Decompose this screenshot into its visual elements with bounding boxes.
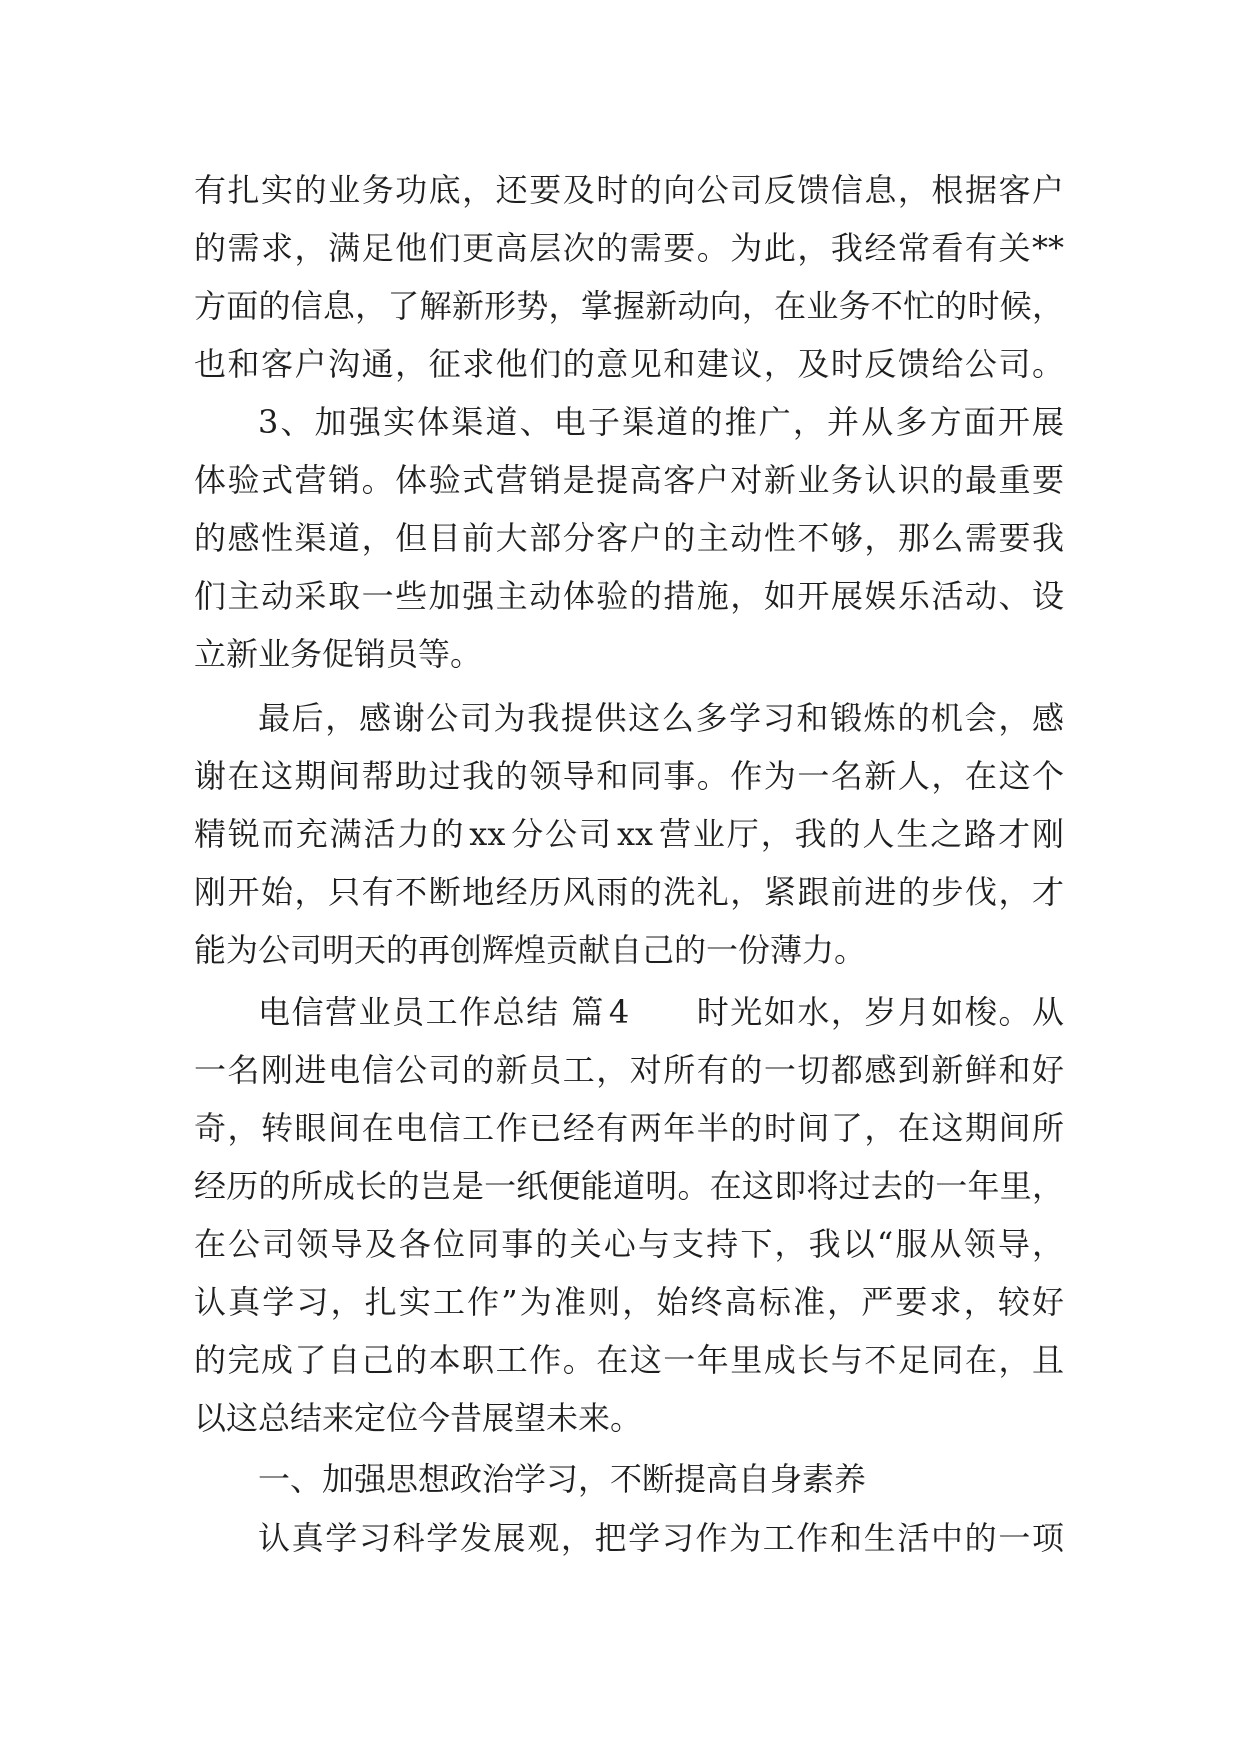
text-line: 立新业务促销员等。: [194, 635, 483, 673]
text-line: 认真学习科学发展观，把学习作为工作和生活中的一项: [258, 1519, 1064, 1557]
text-line: 3、加强实体渠道、电子渠道的推广，并从多方面开展: [258, 403, 1064, 441]
text-line: 的需求，满足他们更高层次的需要。为此，我经常看有关**: [194, 229, 1064, 267]
paragraph: [194, 393, 1064, 683]
text-line: [194, 983, 1064, 1041]
text-line: 以这总结来定位今昔展望未来。: [194, 1399, 643, 1437]
text-line: 的感性渠道，但目前大部分客户的主动性不够，那么需要我: [194, 519, 1064, 557]
text-line: 的完成了自己的本职工作。在这一年里成长与不足同在，且: [194, 1341, 1064, 1379]
text-line: 认真学习，扎实工作”为准则，始终高标准，严要求，较好: [194, 1283, 1064, 1321]
section-title: 电信营业员工作总结 篇4: [258, 993, 634, 1031]
text-line: 精锐而充满活力的xx分公司xx营业厅，我的人生之路才刚: [194, 815, 1064, 853]
body-text: [194, 161, 1064, 1567]
text-line: 刚开始，只有不断地经历风雨的洗礼，紧跟前进的步伐，才: [194, 873, 1064, 911]
text-line: 最后，感谢公司为我提供这么多学习和锻炼的机会，感: [258, 699, 1064, 737]
paragraph: [194, 689, 1064, 979]
text-line: 在公司领导及各位同事的关心与支持下，我以“服从领导，: [194, 1225, 1064, 1263]
paragraph: [194, 1509, 1064, 1567]
text-line: 体验式营销。体验式营销是提高客户对新业务认识的最重要: [194, 461, 1064, 499]
text-line: 一、加强思想政治学习，不断提高自身素养: [258, 1460, 867, 1498]
paragraph-heading: [194, 1450, 1064, 1508]
text-line: 谢在这期间帮助过我的领导和同事。作为一名新人，在这个: [194, 757, 1064, 795]
text-line: 一名刚进电信公司的新员工，对所有的一切都感到新鲜和好: [194, 1051, 1064, 1089]
text-line: 奇，转眼间在电信工作已经有两年半的时间了，在这期间所: [194, 1109, 1064, 1147]
paragraph: [194, 161, 1064, 393]
text-line: 也和客户沟通，征求他们的意见和建议，及时反馈给公司。: [194, 345, 1064, 383]
text-line: 有扎实的业务功底，还要及时的向公司反馈信息，根据客户: [194, 171, 1064, 209]
text-line: 们主动采取一些加强主动体验的措施，如开展娱乐活动、设: [194, 577, 1064, 615]
text-segment: 时光如水，岁月如梭。从: [695, 993, 1064, 1031]
paragraph: [194, 983, 1064, 1447]
text-line: 方面的信息，了解新形势，掌握新动向，在业务不忙的时候，: [194, 287, 1064, 325]
text-line: 能为公司明天的再创辉煌贡献自己的一份薄力。: [194, 931, 867, 969]
text-line: 经历的所成长的岂是一纸便能道明。在这即将过去的一年里，: [194, 1167, 1064, 1205]
